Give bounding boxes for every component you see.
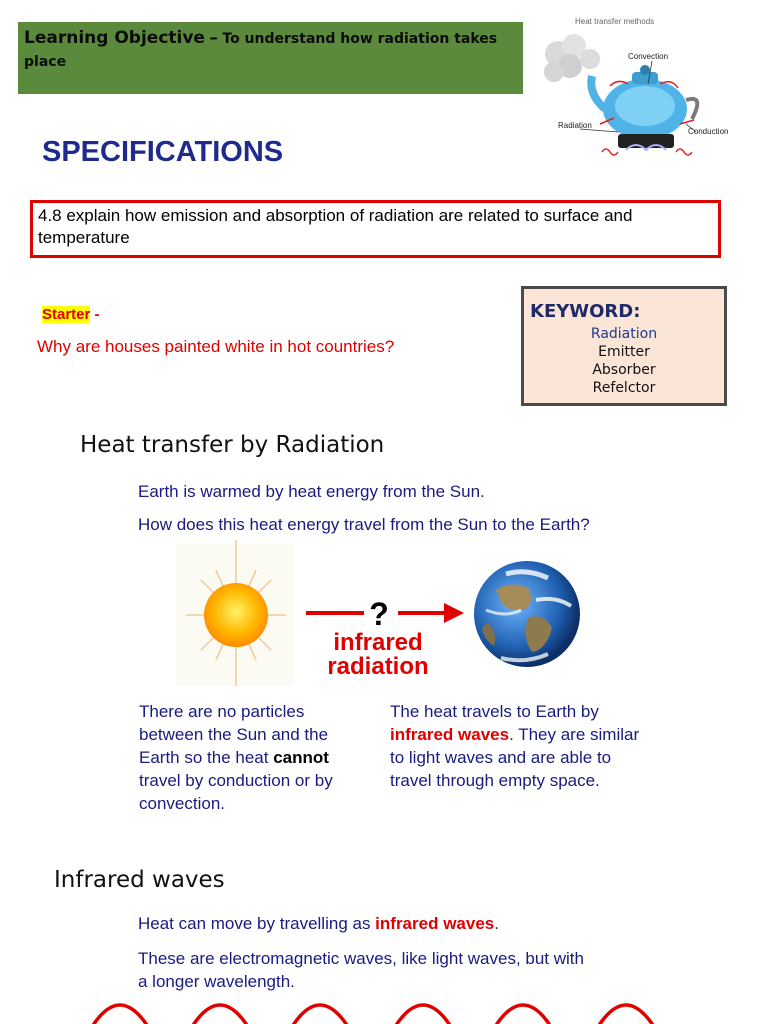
heat-transfer-paragraph-2: How does this heat energy travel from the Sun to the Earth? (138, 515, 590, 534)
infrared-waves-paragraph-2: These are electromagnetic waves, like light waves, but with a longer wavelength. (138, 949, 584, 991)
question-mark: ? (369, 596, 389, 632)
teapot-heat-transfer-diagram (540, 14, 740, 164)
specifications-title: SPECIFICATIONS (42, 136, 284, 168)
diagram-top-label: Heat transfer methods (575, 17, 655, 26)
keyword-box (521, 286, 727, 406)
learning-objective-separator: – (209, 28, 218, 48)
right-text-bold: infrared waves (390, 725, 510, 744)
starter-question: Why are houses painted white in hot countries? (37, 337, 395, 356)
left-text-bold: cannot (273, 748, 329, 767)
left-text-after: travel by conduction or by convection. (139, 771, 333, 813)
iw-p1-bold: infrared waves (375, 914, 495, 933)
keyword-title: KEYWORD: (530, 301, 641, 322)
learning-objective-text: To understand how radiation takes place (24, 31, 498, 70)
iw-p1-before: Heat can move by travelling as (138, 914, 376, 933)
keyword-item: Refelctor (592, 380, 656, 396)
learning-objective-heading: Learning Objective (24, 28, 205, 48)
iw-p1-after: . (494, 914, 499, 933)
starter-label: Starter (42, 306, 91, 323)
teapot-icon (591, 65, 697, 150)
starter-dash: - (94, 306, 100, 323)
infrared-wave-graphic (0, 990, 768, 1024)
steam-cloud-icon (544, 34, 600, 82)
conduction-label: Conduction (688, 127, 729, 136)
heat-transfer-paragraph-1: Earth is warmed by heat energy from the Sun. (138, 482, 485, 501)
keyword-item: Radiation (590, 326, 658, 342)
infrared-waves-title: Infrared waves (54, 867, 225, 893)
explanation-left (139, 700, 369, 815)
infrared-waves-paragraph-1 (138, 914, 499, 934)
right-text-after: . They are similar to light waves and are able to travel through empty space. (390, 725, 640, 790)
sun-earth-diagram (176, 540, 596, 690)
specification-item-box (30, 200, 721, 258)
sun-icon (176, 540, 294, 686)
heat-transfer-title: Heat transfer by Radiation (80, 432, 385, 458)
keyword-item: Absorber (592, 362, 656, 378)
earth-icon (474, 561, 580, 667)
specification-item-text: 4.8 explain how emission and absorption of radiation are related to surface and temperature (38, 206, 633, 247)
infrared-label-line-2: radiation (327, 653, 429, 680)
learning-objective-box (18, 22, 523, 94)
infrared-label-line-1: infrared (333, 629, 423, 656)
explanation-right (390, 700, 640, 792)
convection-label: Convection (628, 52, 669, 61)
radiation-label: Radiation (558, 121, 592, 130)
starter-heading (42, 306, 100, 323)
left-text-before: There are no particles between the Sun and the Earth so the heat (139, 702, 329, 767)
right-text-before: The heat travels to Earth by (390, 702, 599, 721)
keyword-item: Emitter (598, 344, 650, 360)
keyword-list (524, 325, 724, 397)
